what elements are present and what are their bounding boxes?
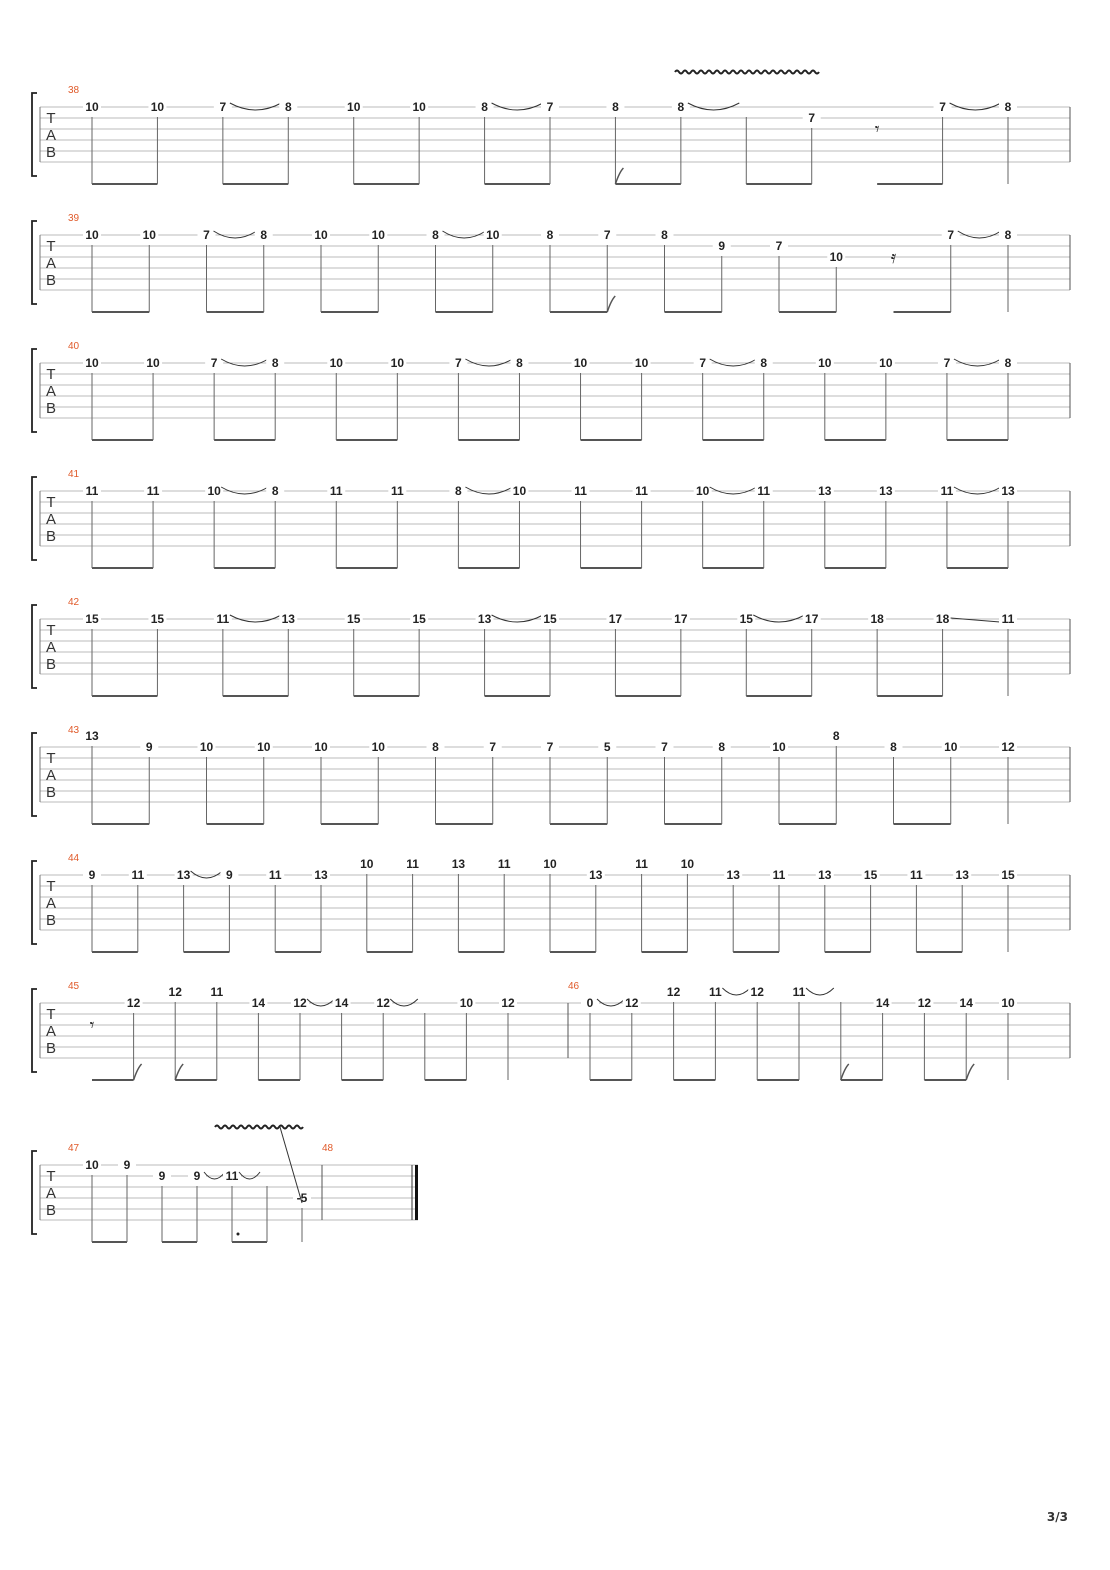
fret-number: 11	[635, 484, 648, 498]
tab-clef-letter: T	[46, 366, 56, 383]
fret-number: 9	[718, 239, 726, 253]
tab-system	[32, 981, 1070, 1080]
fret-number: 9	[158, 1169, 166, 1183]
tab-clef-letter: T	[46, 1168, 56, 1185]
fret-number: 15	[543, 612, 557, 626]
measure-number: 39	[68, 213, 80, 224]
fret-number: 10	[486, 228, 500, 242]
fret-number: 14	[334, 996, 349, 1010]
fret-number: 11	[757, 484, 771, 498]
fret-number: 8	[432, 740, 439, 754]
fret-number: 10	[347, 100, 361, 114]
vibrato-mark	[215, 1126, 303, 1129]
fret-number: 10	[85, 356, 99, 370]
vibrato-mark	[675, 71, 819, 74]
tab-system	[32, 725, 1070, 824]
fret-number: 11	[216, 612, 230, 626]
fret-number: 7	[203, 228, 210, 242]
fret-number: 8	[612, 100, 619, 114]
fret-number: 7	[546, 100, 554, 114]
fret-number: 8	[432, 228, 439, 242]
fret-number: 0	[586, 996, 594, 1010]
fret-number: 12	[168, 985, 182, 999]
fret-number: 10	[314, 740, 328, 754]
tab-clef-letter: A	[45, 1185, 57, 1202]
fret-number: 10	[390, 356, 405, 370]
fret-number: 10	[772, 740, 786, 754]
fret-number: 7	[489, 740, 497, 754]
tab-clef-letter: T	[46, 238, 56, 255]
tab-clef-letter: T	[46, 110, 56, 127]
fret-number: 10	[818, 356, 832, 370]
fret-number: 8	[260, 228, 268, 242]
tab-clef-letter: B	[45, 912, 57, 929]
fret-number: 10	[680, 857, 695, 871]
fret-number: 7	[603, 228, 611, 242]
final-barline-thick	[415, 1165, 418, 1220]
rest-symbol: 𝄾	[89, 1015, 95, 1036]
system-bracket	[32, 605, 37, 688]
fret-number: 14	[251, 996, 266, 1010]
fret-number: 10	[314, 228, 328, 242]
fret-number: 10	[879, 356, 893, 370]
fret-number: 7	[210, 356, 218, 370]
tab-system	[32, 1143, 418, 1242]
fret-number: 8	[546, 228, 554, 242]
tab-clef-letter: A	[45, 383, 57, 400]
fret-number: 15	[1001, 868, 1015, 882]
fret-number: 10	[150, 100, 165, 114]
fret-number: 8	[481, 100, 488, 114]
fret-number: 8	[718, 740, 726, 754]
fret-number: 11	[709, 985, 722, 999]
fret-number: 11	[574, 484, 587, 498]
fret-number: 13	[85, 729, 99, 743]
fret-number: 12	[126, 996, 141, 1010]
fret-number: 11	[85, 484, 99, 498]
fret-number: 10	[85, 228, 99, 242]
system-bracket	[32, 1151, 37, 1234]
fret-number: 11	[497, 857, 511, 871]
note-flag	[966, 1064, 974, 1080]
tab-clef-letter: A	[45, 767, 57, 784]
fret-number: 8	[661, 228, 668, 242]
fret-number: 10	[257, 740, 271, 754]
fret-number: 10	[944, 740, 958, 754]
fret-number: 13	[955, 868, 969, 882]
fret-number: 8	[271, 484, 279, 498]
fret-number: 10	[634, 356, 649, 370]
fret-number: 8	[890, 740, 897, 754]
fret-number: 10	[543, 857, 557, 871]
tab-clef-letter: B	[45, 1202, 57, 1219]
fret-number: 12	[376, 996, 390, 1010]
fret-number: 18	[870, 612, 884, 626]
fret-number: 8	[271, 356, 279, 370]
tab-clef-letter: T	[46, 1006, 56, 1023]
fret-number: 17	[674, 612, 688, 626]
measure-number: 44	[68, 853, 80, 864]
fret-number: 10	[1001, 996, 1015, 1010]
fret-number: 12	[750, 985, 764, 999]
tab-clef-letter: B	[45, 400, 57, 417]
fret-number: 10	[412, 100, 426, 114]
fret-number: 7	[699, 356, 707, 370]
fret-number: 10	[371, 228, 385, 242]
tie-arc	[806, 988, 834, 995]
fret-number: 10	[85, 1158, 99, 1172]
fret-number: 10	[329, 356, 343, 370]
tab-system	[32, 213, 1070, 312]
fret-number: 11	[146, 484, 160, 498]
fret-number: 11	[329, 484, 343, 498]
fret-number: 10	[573, 356, 588, 370]
fret-number: 11	[390, 484, 404, 498]
system-bracket	[32, 221, 37, 304]
tab-clef-letter: B	[45, 656, 57, 673]
measure-number: 43	[68, 725, 80, 736]
fret-number: 15	[412, 612, 426, 626]
fret-number: 9	[193, 1169, 201, 1183]
note-flag	[134, 1064, 142, 1080]
fret-number: 7	[219, 100, 227, 114]
tab-clef-letter: B	[45, 1040, 57, 1057]
measure-number: 48	[322, 1143, 334, 1154]
tab-system	[32, 85, 1070, 184]
note-flag	[841, 1064, 849, 1080]
fret-number: 15	[863, 868, 878, 882]
note-flag	[607, 296, 615, 312]
fret-number: 14	[875, 996, 890, 1010]
fret-number: 17	[805, 612, 819, 626]
fret-number: 10	[695, 484, 710, 498]
note-flag	[175, 1064, 183, 1080]
fret-number: 10	[142, 228, 156, 242]
system-bracket	[32, 477, 37, 560]
fret-number: 11	[131, 868, 145, 882]
fret-number: 13	[451, 857, 466, 871]
tab-clef-letter: A	[45, 127, 57, 144]
tab-clef-letter: B	[45, 272, 57, 289]
fret-number: 17	[608, 612, 623, 626]
fret-number: 11	[210, 985, 224, 999]
fret-number: 7	[808, 111, 816, 125]
tab-clef-letter: B	[45, 528, 57, 545]
tab-clef-letter: A	[45, 639, 57, 656]
tab-system	[32, 853, 1070, 952]
fret-number: 9	[145, 740, 153, 754]
measure-number: 45	[68, 981, 80, 992]
measure-number: 42	[68, 597, 80, 608]
rest-symbol: 𝄾	[874, 119, 880, 140]
fret-number: 15	[85, 612, 99, 626]
fret-number: 13	[879, 484, 893, 498]
fret-number: 8	[1004, 356, 1012, 370]
measure-number: 46	[568, 981, 580, 992]
fret-number: 10	[360, 857, 374, 871]
fret-number: 18	[935, 612, 950, 626]
measure-number: 38	[68, 85, 80, 96]
rest-symbol: 𝄿	[890, 247, 897, 268]
fret-number: 13	[818, 484, 832, 498]
fret-number: 7	[546, 740, 554, 754]
fret-number: 12	[501, 996, 515, 1010]
measure-number: 41	[68, 469, 80, 480]
system-bracket	[32, 733, 37, 816]
fret-number: 13	[314, 868, 328, 882]
fret-number: 14	[959, 996, 973, 1010]
tab-clef-letter: A	[45, 511, 57, 528]
fret-number: 9	[123, 1158, 131, 1172]
tab-clef-letter: A	[45, 1023, 57, 1040]
fret-number: 13	[589, 868, 603, 882]
fret-number: 7	[455, 356, 462, 370]
tie-arc	[722, 988, 750, 995]
fret-number: 8	[455, 484, 462, 498]
fret-number: 11	[940, 484, 954, 498]
measure-number: 47	[68, 1143, 80, 1154]
fret-number: 13	[477, 612, 492, 626]
tab-clef-letter: T	[46, 878, 56, 895]
fret-number: 7	[943, 356, 951, 370]
fret-number: 7	[939, 100, 946, 114]
fret-number: 9	[88, 868, 96, 882]
fret-number: 8	[677, 100, 685, 114]
fret-number: 13	[818, 868, 832, 882]
fret-number: 8	[760, 356, 768, 370]
tab-clef-letter: T	[46, 494, 56, 511]
fret-number: 11	[910, 868, 923, 882]
system-bracket	[32, 93, 37, 176]
fret-number: 12	[1001, 740, 1015, 754]
measure-number: 40	[68, 341, 80, 352]
fret-number: 12	[293, 996, 307, 1010]
note-flag	[615, 168, 623, 184]
fret-number: 8	[284, 100, 292, 114]
tab-clef-letter: T	[46, 622, 56, 639]
fret-number: 13	[281, 612, 295, 626]
fret-number: 13	[1001, 484, 1015, 498]
staccato-dot	[237, 1233, 240, 1236]
fret-number: 7	[947, 228, 955, 242]
tab-clef-letter: A	[45, 895, 57, 912]
tab-system	[32, 469, 1070, 568]
fret-number: 9	[226, 868, 233, 882]
fret-number: 10	[512, 484, 527, 498]
fret-number: 15	[150, 612, 165, 626]
fret-number: 11	[406, 857, 419, 871]
fret-number: 13	[726, 868, 740, 882]
fret-number: 5	[603, 740, 611, 754]
fret-number: 10	[199, 740, 214, 754]
system-bracket	[32, 861, 37, 944]
tab-clef-letter: A	[45, 255, 57, 272]
fret-number: 12	[625, 996, 639, 1010]
fret-number: 15	[739, 612, 753, 626]
fret-number: 8	[1004, 100, 1012, 114]
system-bracket	[32, 349, 37, 432]
fret-number: 11	[792, 985, 806, 999]
tab-system	[32, 341, 1070, 440]
fret-number: 15	[347, 612, 361, 626]
fret-number: 8	[1004, 228, 1012, 242]
fret-number: 7	[775, 239, 783, 253]
fret-number: 10	[146, 356, 160, 370]
fret-number: 10	[371, 740, 385, 754]
tab-clef-letter: B	[45, 784, 57, 801]
fret-number: 11	[268, 868, 282, 882]
fret-number: -5	[296, 1191, 308, 1205]
page-number: 3/3	[1046, 1510, 1068, 1524]
fret-number: 10	[85, 100, 99, 114]
fret-number: 10	[829, 250, 843, 264]
fret-number: 11	[772, 868, 786, 882]
fret-number: 12	[917, 996, 932, 1010]
fret-number: 11	[225, 1169, 239, 1183]
fret-number: 8	[832, 729, 840, 743]
tab-clef-letter: T	[46, 750, 56, 767]
tab-system	[32, 597, 1070, 696]
fret-number: 11	[1001, 612, 1015, 626]
fret-number: 11	[635, 857, 648, 871]
fret-number: 8	[516, 356, 523, 370]
fret-number: 7	[661, 740, 668, 754]
tab-clef-letter: B	[45, 144, 57, 161]
fret-number: 10	[459, 996, 474, 1010]
fret-number: 13	[176, 868, 191, 882]
fret-number: 12	[666, 985, 681, 999]
fret-number: 10	[207, 484, 221, 498]
system-bracket	[32, 989, 37, 1072]
